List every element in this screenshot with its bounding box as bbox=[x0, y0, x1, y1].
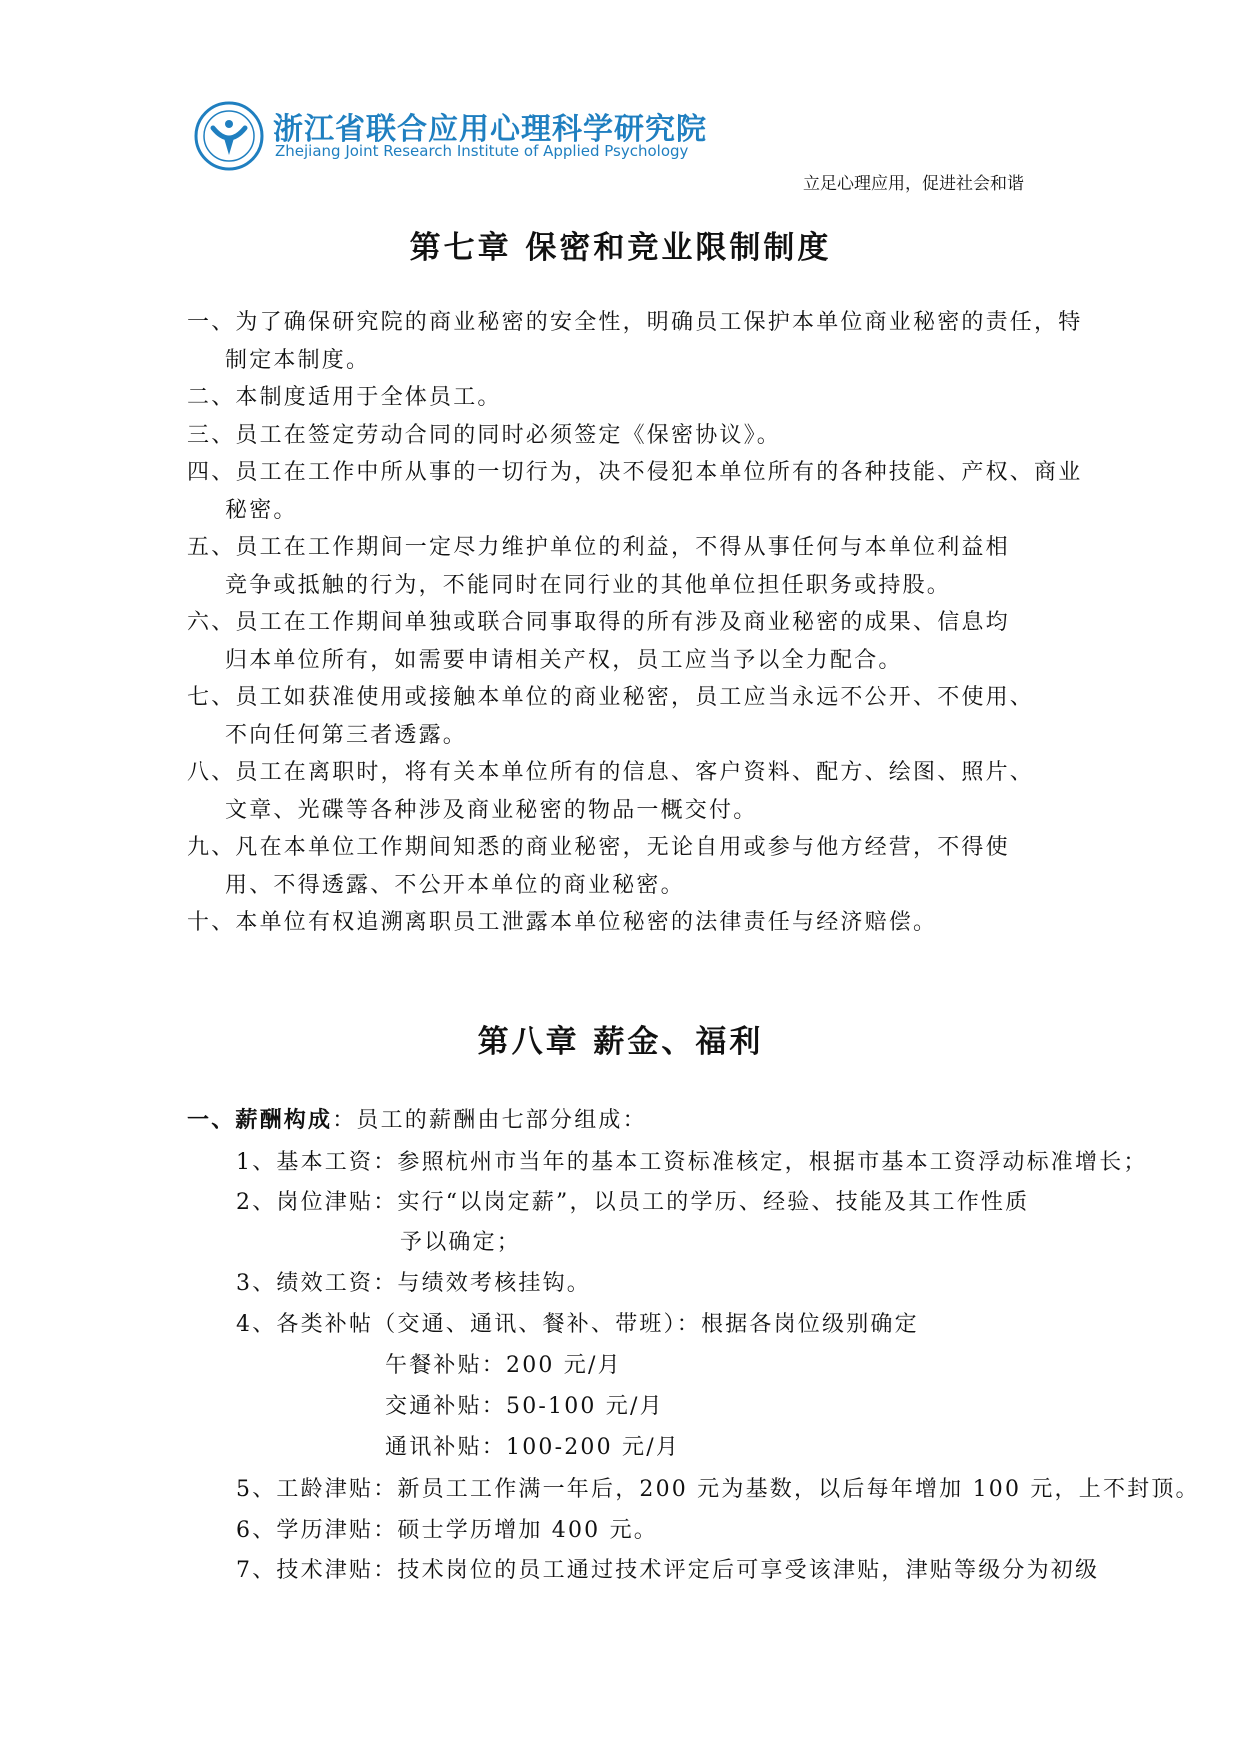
list-item: 7、技术津贴：技术岗位的员工通过技术评定后可享受该津贴，津贴等级分为初级 bbox=[236, 1558, 1100, 1583]
allowance-item: 交通补贴：50-100 元/月 bbox=[385, 1394, 664, 1419]
header-slogan: 立足心理应用，促进社会和谐 bbox=[803, 174, 1024, 194]
list-item: 6、学历津贴：硕士学历增加 400 元。 bbox=[236, 1518, 658, 1543]
list-item: 六、员工在工作期间单独或联合同事取得的所有涉及商业秘密的成果、信息均 bbox=[187, 610, 1010, 635]
list-item: 九、凡在本单位工作期间知悉的商业秘密，无论自用或参与他方经营，不得使 bbox=[187, 835, 1010, 860]
list-item: 一、为了确保研究院的商业秘密的安全性，明确员工保护本单位商业秘密的责任，特 bbox=[187, 310, 1083, 335]
org-name-cn: 浙江省联合应用心理科学研究院 bbox=[273, 112, 707, 147]
list-item-continuation: 不向任何第三者透露。 bbox=[225, 723, 468, 748]
section-heading-text: ：员工的薪酬由七部分组成： bbox=[332, 1108, 647, 1133]
list-item-continuation: 归本单位所有，如需要申请相关产权，员工应当予以全力配合。 bbox=[225, 648, 903, 673]
section-heading-label: 一、薪酬构成 bbox=[187, 1107, 333, 1133]
list-item-continuation: 制定本制度。 bbox=[225, 348, 371, 373]
list-item-continuation: 竞争或抵触的行为，不能同时在同行业的其他单位担任职务或持股。 bbox=[225, 573, 952, 598]
list-item: 八、员工在离职时，将有关本单位所有的信息、客户资料、配方、绘图、照片、 bbox=[187, 760, 1035, 785]
list-item: 2、岗位津贴：实行“以岗定薪”，以员工的学历、经验、技能及其工作性质 bbox=[236, 1190, 1030, 1215]
org-emblem-icon bbox=[193, 100, 265, 172]
list-item: 四、员工在工作中所从事的一切行为，决不侵犯本单位所有的各种技能、产权、商业 bbox=[187, 460, 1083, 485]
chapter-7-title: 第七章 保密和竞业限制制度 bbox=[409, 230, 832, 266]
list-item: 五、员工在工作期间一定尽力维护单位的利益，不得从事任何与本单位利益相 bbox=[187, 535, 1010, 560]
list-item: 3、绩效工资：与绩效考核挂钩。 bbox=[236, 1271, 591, 1296]
list-item-continuation: 用、不得透露、不公开本单位的商业秘密。 bbox=[225, 873, 685, 898]
section-heading bbox=[187, 1103, 647, 1134]
list-item: 二、本制度适用于全体员工。 bbox=[187, 385, 502, 410]
list-item-continuation: 予以确定； bbox=[400, 1230, 522, 1255]
list-item-continuation: 秘密。 bbox=[225, 498, 298, 523]
chapter-8-title: 第八章 薪金、福利 bbox=[477, 1024, 764, 1060]
org-logo bbox=[193, 100, 707, 172]
list-item: 1、基本工资：参照杭州市当年的基本工资标准核定，根据市基本工资浮动标准增长； bbox=[236, 1150, 1148, 1175]
allowance-item: 通讯补贴：100-200 元/月 bbox=[385, 1435, 681, 1460]
list-item: 七、员工如获准使用或接触本单位的商业秘密，员工应当永远不公开、不使用、 bbox=[187, 685, 1035, 710]
list-item: 4、各类补帖（交通、通讯、餐补、带班）：根据各岗位级别确定 bbox=[236, 1312, 919, 1337]
list-item: 三、员工在签定劳动合同的同时必须签定《保密协议》。 bbox=[187, 423, 782, 448]
allowance-item: 午餐补贴：200 元/月 bbox=[385, 1353, 622, 1378]
list-item: 十、本单位有权追溯离职员工泄露本单位秘密的法律责任与经济赔偿。 bbox=[187, 910, 938, 935]
org-name-en: Zhejiang Joint Research Institute of Applied Psychology bbox=[275, 142, 689, 160]
list-item-continuation: 文章、光碟等各种涉及商业秘密的物品一概交付。 bbox=[225, 798, 758, 823]
list-item: 5、工龄津贴：新员工工作满一年后，200 元为基数，以后每年增加 100 元，上不封顶。 bbox=[236, 1477, 1200, 1502]
